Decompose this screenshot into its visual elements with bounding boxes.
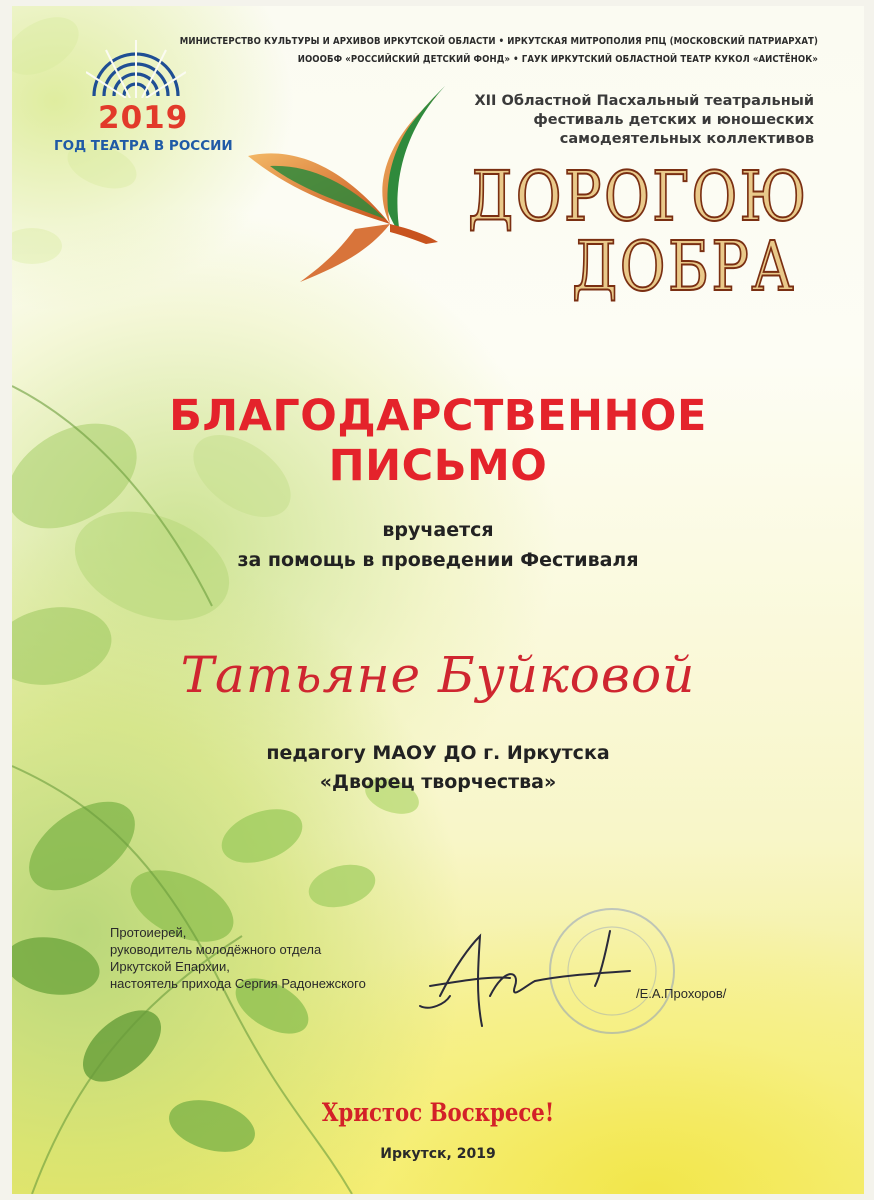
award-reason: за помощь в проведении Фестиваля (237, 549, 639, 571)
festival-description-line-1: XII Областной Пасхальный театральный (474, 93, 814, 109)
place-and-year: Иркутск, 2019 (380, 1146, 496, 1162)
theatre-year-caption: ГОД ТЕАТРА В РОССИИ (54, 138, 233, 154)
signatory-line-2: руководитель молодёжного отдела (110, 942, 322, 957)
recipient-name: Татьяне Буйковой (180, 646, 696, 704)
signatory-line-1: Протоиерей, (110, 925, 187, 940)
certificate-page (12, 6, 864, 1194)
signatory-line-4: настоятель прихода Сергия Радонежского (110, 976, 366, 991)
letter-title-line-1: БЛАГОДАРСТВЕННОЕ (169, 391, 707, 441)
organizers-line-2: ИОООБФ «РОССИЙСКИЙ ДЕТСКИЙ ФОНД» • ГАУК ИРКУТСКИЙ ОБЛАСТНОЙ ТЕАТР КУКОЛ «АИСТЁНОК» (297, 54, 818, 65)
signatory-line-3: Иркутской Епархии, (110, 959, 230, 974)
festival-description (434, 92, 814, 149)
letter-title-line-2: ПИСЬМО (328, 441, 548, 491)
festival-description-line-2: фестиваль детских и юношеских (533, 112, 814, 128)
theatre-year-emblem-icon (86, 40, 186, 98)
awarded-text: вручается (382, 519, 494, 541)
easter-greeting: Христос Воскресе! (321, 1098, 555, 1127)
recipient-position-line-2: «Дворец творчества» (319, 771, 557, 793)
organizers-line-1: МИНИСТЕРСТВО КУЛЬТУРЫ И АРХИВОВ ИРКУТСКОЙ ОБЛАСТИ • ИРКУТСКАЯ МИТРОПОЛИЯ РПЦ (МОСКОВСКИЙ ПАТРИАРХАТ) (179, 36, 818, 47)
bird-logo-icon (240, 84, 450, 294)
handwritten-signature (410, 926, 650, 1036)
festival-title-line-1: ДОРОГОЮ (468, 158, 809, 237)
theatre-year-number: 2019 (98, 100, 189, 136)
festival-description-line-3: самодеятельных коллективов (559, 131, 814, 147)
recipient-position-line-1: педагогу МАОУ ДО г. Иркутска (266, 742, 610, 764)
festival-title-line-2: ДОБРА (572, 228, 797, 307)
signer-name: /Е.А.Прохоров/ (636, 986, 727, 1001)
signatory-title (110, 924, 366, 992)
